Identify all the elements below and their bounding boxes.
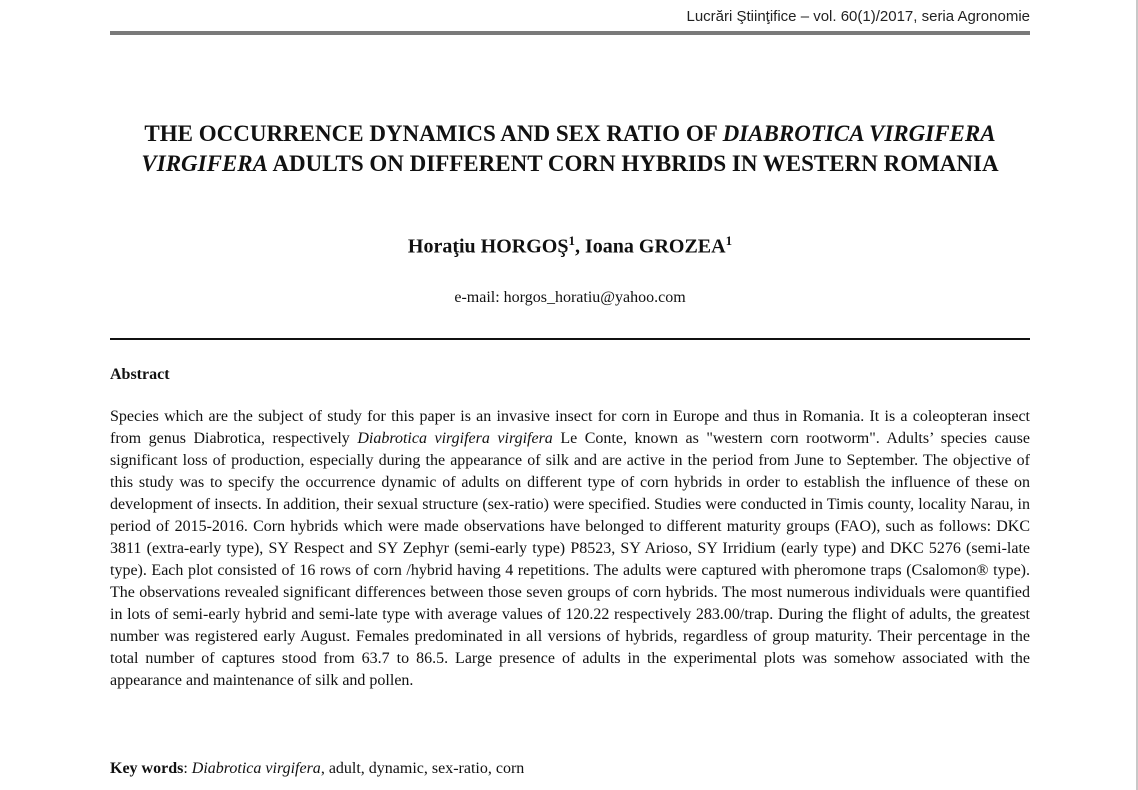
keywords-colon: :	[183, 760, 192, 777]
keywords-species: Diabrotica virgifera	[191, 760, 321, 777]
abstract-text-2: Le Conte, known as "western corn rootworm". Adults’ species cause significant loss of production, especially during the appearance of silk and are active in the period from June to September. The objective of this study was to specify the occurrence dynamic of adults on different type of corn hybrids in order to establish the influence of these on development of insects. In addition, their sexual structure (sex-ratio) were specified. Studies were conducted in Timis county, locality Narau, in period of 2015-2016. Corn hybrids which were made observations have belonged to different maturity groups (FAO), such as follows: DKC 3811 (extra-early type), SY Respect and SY Zephyr (semi-early type) P8523, SY Arioso, SY Irridium (early type) and DKC 5276 (semi-late type). Each plot consisted of 16 rows of corn /hybrid having 4 repetitions. The adults were captured with pheromone traps (Csalomon® type). The observations revealed significant differences between those seven groups of corn hybrids. The most numerous individuals were quantified in lots of semi-early hybrid and semi-late type with average values of 120.22 respectively 283.00/trap. During the flight of adults, the greatest number was registered early August. Females predominated in all versions of hybrids, regardless of group maturity. Their percentage in the total number of captures stood from 63.7 to 86.5. Large presence of adults in the experimental plots was somehow associated with the appearance and maintenance of silk and pollen.	[110, 430, 1031, 689]
author-email: e-mail: horgos_horatiu@yahoo.com	[454, 289, 686, 306]
paper-title	[110, 119, 1030, 179]
authors	[110, 233, 1030, 259]
keywords-rest: , adult, dynamic, sex-ratio, corn	[320, 760, 525, 777]
author-1-affiliation: 1	[568, 233, 575, 248]
abstract-species-name: Diabrotica virgifera virgifera	[357, 430, 553, 447]
author-2-affiliation: 1	[725, 233, 733, 248]
keywords-label: Key words	[110, 760, 184, 777]
author-2: Ioana GROZEA	[584, 235, 726, 258]
keywords	[110, 760, 1030, 778]
title-species: DIABROTICA VIRGIFERA VIRGIFERA	[141, 121, 996, 176]
title-part2: ADULTS ON DIFFERENT CORN HYBRIDS IN WESTERN ROMANIA	[267, 151, 999, 176]
author-1: Horaţiu HORGOŞ	[407, 235, 569, 258]
header-rule	[110, 31, 1030, 35]
author-separator: ,	[574, 235, 585, 258]
abstract-text-1: Species which are the subject of study for this paper is an invasive insect for corn in Europe and thus in Romania. It is a coleopteran insect from genus Diabrotica, respectively	[110, 408, 1030, 447]
abstract-heading: Abstract	[110, 366, 170, 383]
title-part1: THE OCCURRENCE DYNAMICS AND SEX RATIO OF	[144, 121, 723, 146]
abstract-body	[110, 406, 1030, 692]
journal-header: Lucrări Ştiinţifice – vol. 60(1)/2017, seria Agronomie	[686, 8, 1030, 25]
section-divider	[110, 338, 1030, 340]
